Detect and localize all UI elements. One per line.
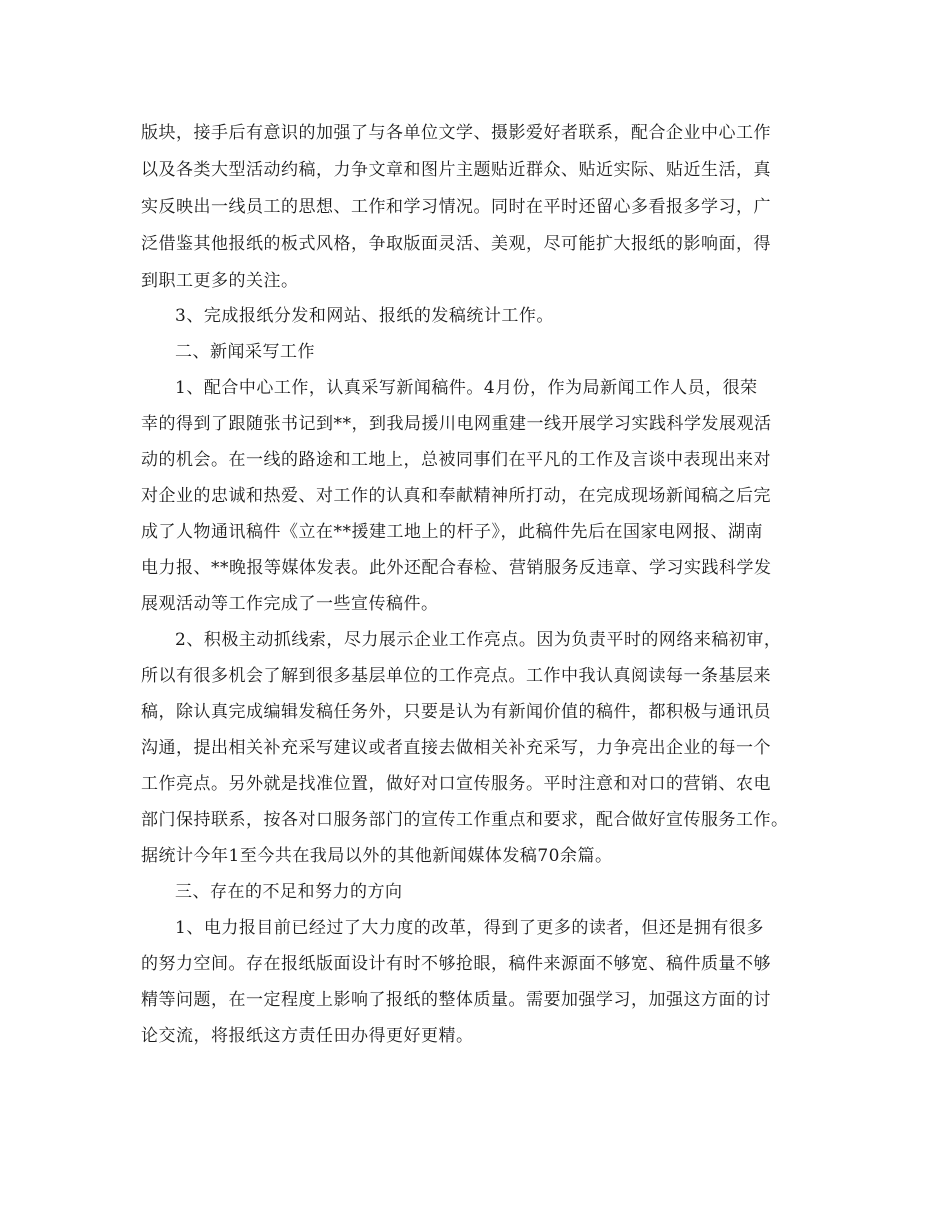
body-text-line: 展观活动等工作完成了一些宣传稿件。 [141, 594, 439, 614]
body-text-line: 泛借鉴其他报纸的板式风格，争取版面灵活、美观，尽可能扩大报纸的影响面，得 [141, 234, 771, 254]
body-text-line: 的努力空间。存在报纸版面设计有时不够抢眼，稿件来源面不够宽、稿件质量不够 [141, 954, 771, 974]
list-item-text: 3、完成报纸分发和网站、报纸的发稿统计工作。 [175, 306, 554, 326]
body-text-line: 实反映出一线员工的思想、工作和学习情况。同时在平时还留心多看报多学习，广 [141, 197, 771, 217]
body-text-line: 幸的得到了跟随张书记到**，到我局援川电网重建一线开展学习实践科学发展观活 [141, 414, 772, 434]
body-text-line: 所以有很多机会了解到很多基层单位的工作亮点。工作中我认真阅读每一条基层来 [141, 666, 771, 686]
body-text-line: 对企业的忠诚和热爱、对工作的认真和奉献精神所打动，在完成现场新闻稿之后完 [141, 486, 771, 506]
section-heading: 二、新闻采写工作 [175, 342, 315, 362]
body-text-line: 部门保持联系，按各对口服务部门的宣传工作重点和要求，配合做好宣传服务工作。 [141, 810, 789, 830]
paragraph-first-line: 2、积极主动抓线索，尽力展示企业工作亮点。因为负责平时的网络来稿初审， [175, 630, 782, 650]
body-text-line: 精等问题，在一定程度上影响了报纸的整体质量。需要加强学习，加强这方面的讨 [141, 990, 771, 1010]
body-text-line: 动的机会。在一线的路途和工地上，总被同事们在平凡的工作及言谈中表现出来对 [141, 450, 771, 470]
body-text-line: 论交流，将报纸这方责任田办得更好更精。 [141, 1026, 474, 1046]
body-text-line: 版块，接手后有意识的加强了与各单位文学、摄影爱好者联系，配合企业中心工作 [141, 123, 771, 143]
body-text-line: 据统计今年1至今共在我局以外的其他新闻媒体发稿70余篇。 [141, 846, 613, 866]
body-text-line: 稿，除认真完成编辑发稿任务外，只要是认为有新闻价值的稿件，都积极与通讯员 [141, 702, 771, 722]
body-text-line: 成了人物通讯稿件《立在**援建工地上的杆子》，此稿件先后在国家电网报、湖南 [141, 522, 763, 542]
section-heading: 三、存在的不足和努力的方向 [175, 882, 403, 902]
body-text-line: 到职工更多的关注。 [141, 271, 299, 291]
body-text-line: 沟通，提出相关补充采写建议或者直接去做相关补充采写，力争亮出企业的每一个 [141, 738, 771, 758]
body-text-line: 电力报、**晚报等媒体发表。此外还配合春检、营销服务反违章、学习实践科学发 [141, 558, 772, 578]
paragraph-first-line: 1、配合中心工作，认真采写新闻稿件。4月份，作为局新闻工作人员，很荣 [175, 378, 758, 398]
paragraph-first-line: 1、电力报目前已经过了大力度的改革，得到了更多的读者，但还是拥有很多 [175, 918, 764, 938]
body-text-line: 工作亮点。另外就是找准位置，做好对口宣传服务。平时注意和对口的营销、农电 [141, 774, 771, 794]
body-text-line: 以及各类大型活动约稿，力争文章和图片主题贴近群众、贴近实际、贴近生活，真 [141, 160, 771, 180]
